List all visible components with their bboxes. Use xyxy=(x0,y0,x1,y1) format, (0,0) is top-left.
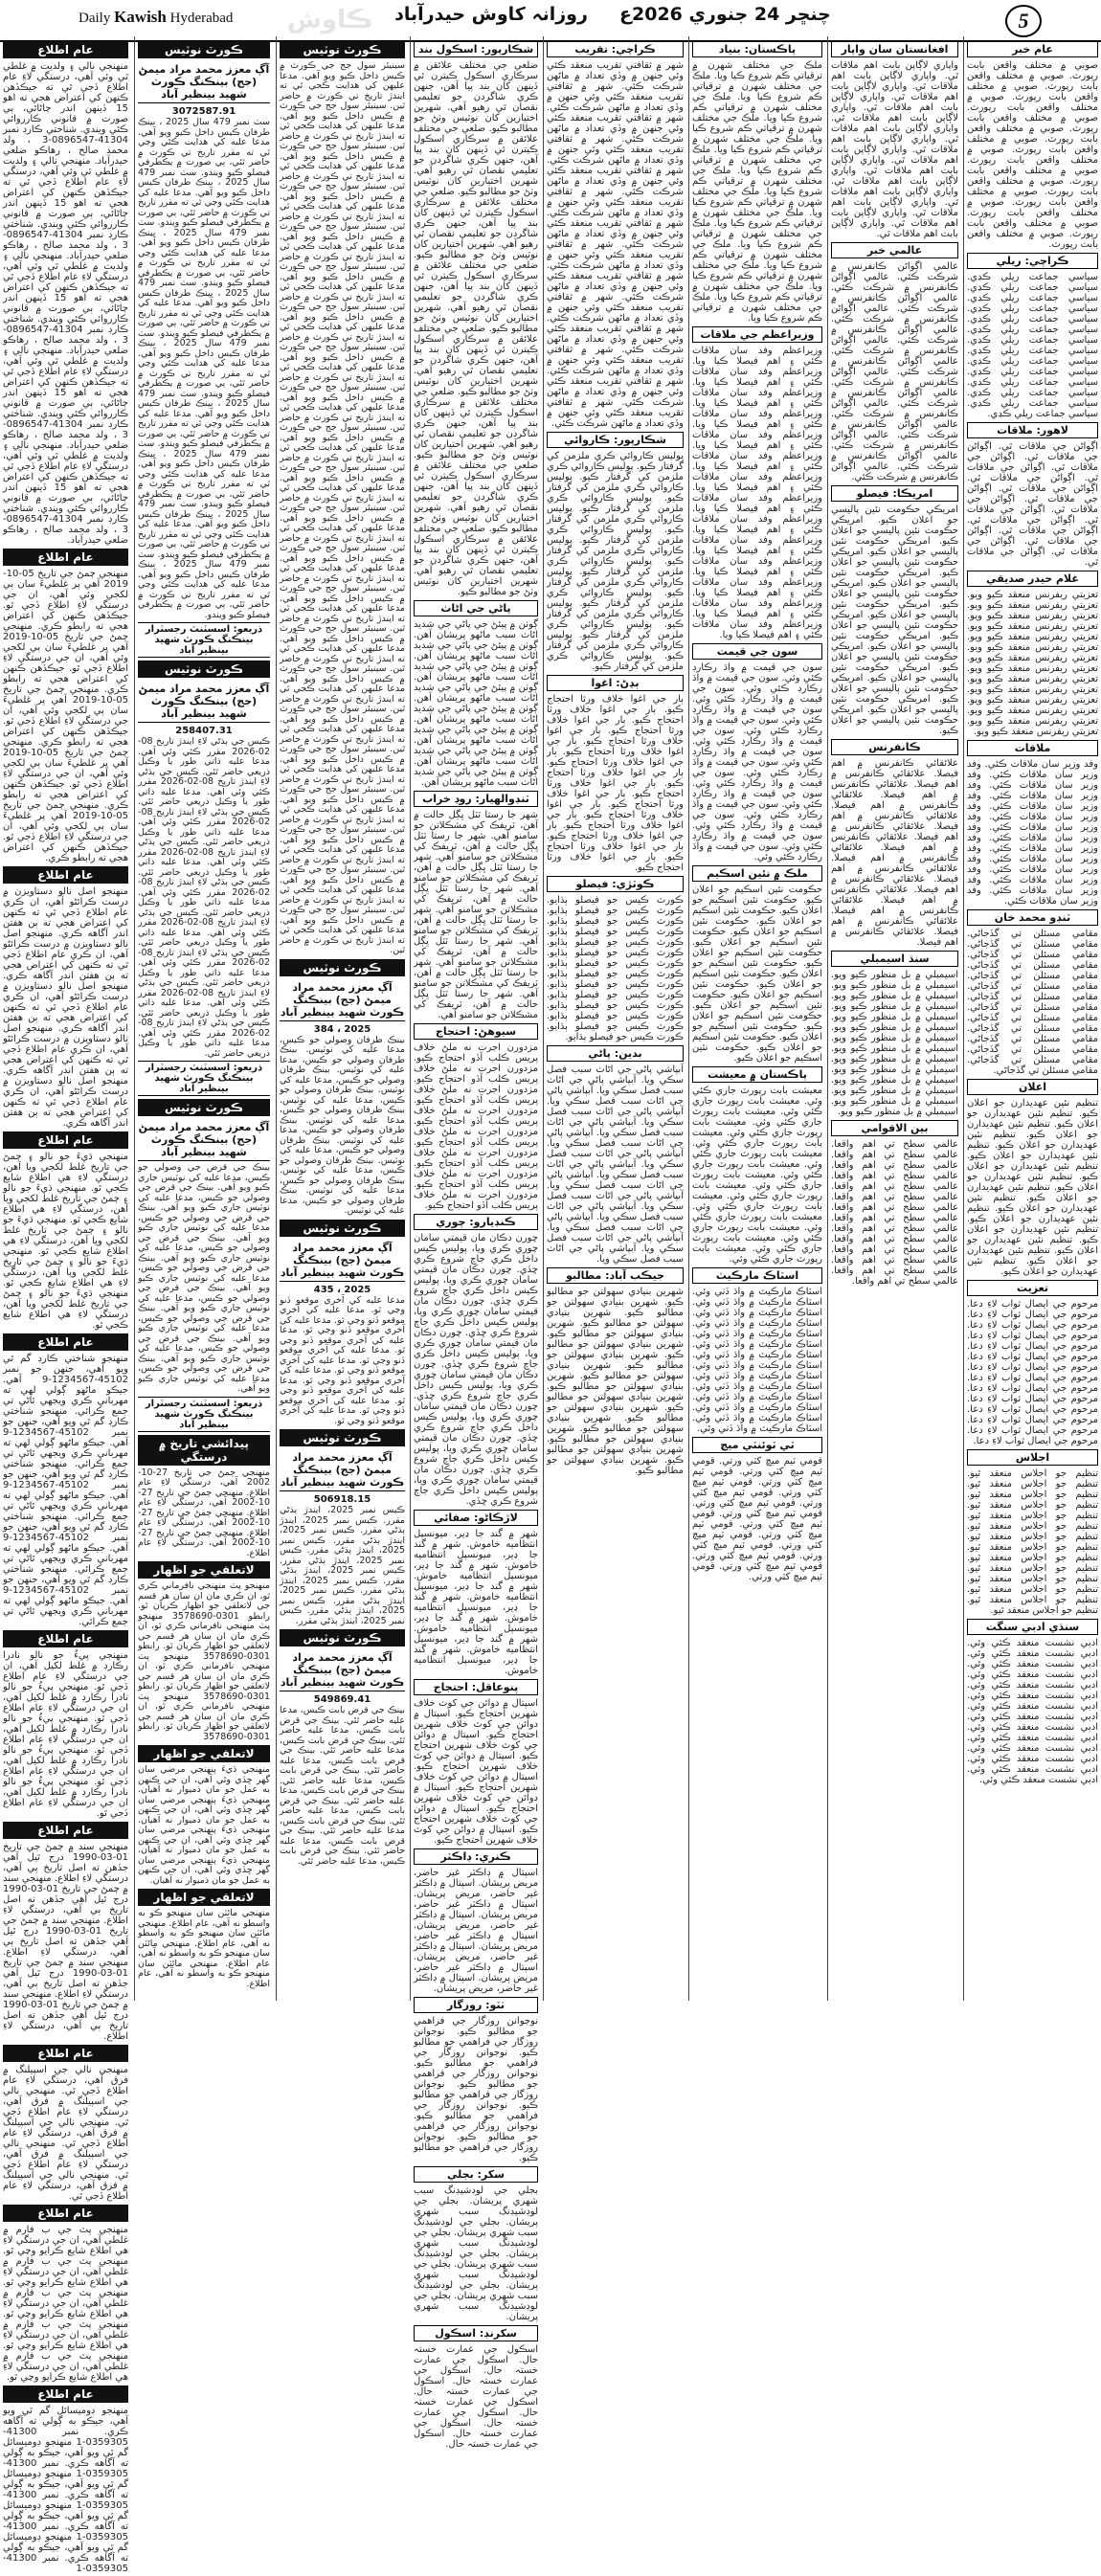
column-content xyxy=(544,36,686,1478)
notice-heading: عام اطلاع xyxy=(3,1333,128,1351)
story-headline: سيوهڻ: احتجاج xyxy=(414,1023,538,1040)
notice-footer: ذريعو: اسسٽنٽ رجسٽرار بينڪنگ ڪورٽ شهيد بينظير آباد xyxy=(138,1397,270,1432)
case-number: 3072587.91 xyxy=(171,106,236,117)
story-headline: ڪنڊيارو: چوري xyxy=(414,1214,538,1230)
notice-heading: پيدائشي تاريخ ۾ درستگي xyxy=(138,1435,270,1466)
court-banner: آڳ معزز محمد مراد ميمڻ (جج) بينڪنگ ڪورٽ شهيد بينظير آباد xyxy=(280,1649,405,1691)
notice-heading: ڪورٽ نوٽيس xyxy=(280,1629,405,1646)
story-headline: عالمي خبر xyxy=(831,242,958,258)
story-headline: ڪراچي: تقريب xyxy=(547,41,684,57)
notice-text: منهنجو ڊومیسائل گم ٿي ويو آهي، جيڪو به ڳولي ته آگاهه ڪري. نمبر 41300-0359305-1 منهنجو ڊومیسائل گم ٿي ويو آهي، جيڪو به ڳولي ته آگاهه ڪري. نمبر 41300-0359305-1 منهنجو ڊومیسائل گم ٿي ويو آهي، جيڪو به ڳولي ته آگاهه ڪري. نمبر 41300-0359305-1 منهنجو ڊومیسائل گم ٿي ويو آهي، جيڪو به ڳولي ته آگاهه ڪري. نمبر 41300-0359305-1 منهنجو ڊومیسائل گم ٿي ويو آهي، جيڪو به ڳولي ته آگاهه ڪري. نمبر 41300-0359305-1 xyxy=(3,2406,128,2574)
story-headline: پاڪستان: بنياد xyxy=(692,41,822,57)
story-headline: تعزيت xyxy=(967,1280,1098,1296)
column-news-8 xyxy=(963,36,1101,2001)
story-body: پوليس ڪاروائي ڪري ملزمن کي گرفتار ڪيو. پوليس ڪاروائي ڪري ملزمن کي گرفتار ڪيو. پوليس ڪاروائي ڪري ملزمن کي گرفتار ڪيو. پوليس ڪاروائي ڪري ملزمن کي گرفتار ڪيو. پوليس ڪاروائي ڪري ملزمن کي گرفتار ڪيو. پوليس ڪاروائي ڪري ملزمن کي گرفتار ڪيو. پوليس ڪاروائي ڪري ملزمن کي گرفتار ڪيو. پوليس ڪاروائي ڪري ملزمن کي گرفتار ڪيو. پوليس ڪاروائي ڪري ملزمن کي گرفتار ڪيو. پوليس ڪاروائي ڪري ملزمن کي گرفتار ڪيو. پوليس ڪاروائي ڪري ملزمن کي گرفتار ڪيو. پوليس ڪاروائي ڪري ملزمن کي گرفتار ڪيو. پوليس ڪاروائي ڪري ملزمن کي گرفتار ڪيو. پوليس ڪاروائي ڪري ملزمن کي گرفتار ڪيو. xyxy=(547,451,684,672)
story-headline: امريڪا: فيصلو xyxy=(831,485,958,502)
story-headline: شڪارپور: اسڪول بند xyxy=(414,41,538,57)
notice-text: ڪيس جي ٻڌڻي لاءِ ايندڙ تاريخ 08-02-2026 مقرر ڪئي وئي آهي. مدعا عليه ذاتي طور يا وڪيل ذريعي حاضر ٿئي. ڪيس جي ٻڌڻي لاءِ ايندڙ تاريخ 08-02-2026 مقرر ڪئي وئي آهي. مدعا عليه ذاتي طور يا وڪيل ذريعي حاضر ٿئي. ڪيس جي ٻڌڻي لاءِ ايندڙ تاريخ 08-02-2026 مقرر ڪئي وئي آهي. مدعا عليه ذاتي طور يا وڪيل ذريعي حاضر ٿئي. ڪيس جي ٻڌڻي لاءِ ايندڙ تاريخ 08-02-2026 مقرر ڪئي وئي آهي. مدعا عليه ذاتي طور يا وڪيل ذريعي حاضر ٿئي. ڪيس جي ٻڌڻي لاءِ ايندڙ تاريخ 08-02-2026 مقرر ڪئي وئي آهي. مدعا عليه ذاتي طور يا وڪيل ذريعي حاضر ٿئي. ڪيس جي ٻڌڻي لاءِ ايندڙ تاريخ 08-02-2026 مقرر ڪئي وئي آهي. مدعا عليه ذاتي طور يا وڪيل ذريعي حاضر ٿئي. ڪيس جي ٻڌڻي لاءِ ايندڙ تاريخ 08-02-2026 مقرر ڪئي وئي آهي. مدعا عليه ذاتي طور يا وڪيل ذريعي حاضر ٿئي. ڪيس جي ٻڌڻي لاءِ ايندڙ تاريخ 08-02-2026 مقرر ڪئي وئي آهي. مدعا عليه ذاتي طور يا وڪيل ذريعي حاضر ٿئي. ڪيس جي ٻڌڻي لاءِ ايندڙ تاريخ 08-02-2026 مقرر ڪئي وئي آهي. مدعا عليه ذاتي طور يا وڪيل ذريعي حاضر ٿئي. xyxy=(138,736,270,1059)
notice-text: منهنجي ڄمڻ جي تاريخ 05-10-2019 آهي پر غلطيءَ سان ٻي لکجي وئي آهي، ان جي درستگي لاءِ اطلاع ڏجي ٿو. جيڪڏهن ڪنهن کي اعتراض هجي ته رابطو ڪري. منهنجي ڄمڻ جي تاريخ 05-10-2019 آهي پر غلطيءَ سان ٻي لکجي وئي آهي، ان جي درستگي لاءِ اطلاع ڏجي ٿو. جيڪڏهن ڪنهن کي اعتراض هجي ته رابطو ڪري. منهنجي ڄمڻ جي تاريخ 05-10-2019 آهي پر غلطيءَ سان ٻي لکجي وئي آهي، ان جي درستگي لاءِ اطلاع ڏجي ٿو. جيڪڏهن ڪنهن کي اعتراض هجي ته رابطو ڪري. منهنجي ڄمڻ جي تاريخ 05-10-2019 آهي پر غلطيءَ سان ٻي لکجي وئي آهي، ان جي درستگي لاءِ اطلاع ڏجي ٿو. جيڪڏهن ڪنهن کي اعتراض هجي ته رابطو ڪري. منهنجي ڄمڻ جي تاريخ 05-10-2019 آهي پر غلطيءَ سان ٻي لکجي وئي آهي، ان جي درستگي لاءِ اطلاع ڏجي ٿو. جيڪڏهن ڪنهن کي اعتراض هجي ته رابطو ڪري. xyxy=(3,569,128,863)
story-headline: ٽنڊو محمد خان xyxy=(967,909,1098,926)
story-headline: سکر: بجلي xyxy=(414,2166,538,2183)
story-body: شهر جا رستا ٽٽل ڀڳل حالت ۾ آهن، ٽريفڪ کي مشڪلاتن جو سامنو آهي. شهر جا رستا ٽٽل ڀڳل حالت ۾ آهن، ٽريفڪ کي مشڪلاتن جو سامنو آهي. شهر جا رستا ٽٽل ڀڳل حالت ۾ آهن، ٽريفڪ کي مشڪلاتن جو سامنو آهي. شهر جا رستا ٽٽل ڀڳل حالت ۾ آهن، ٽريفڪ کي مشڪلاتن جو سامنو آهي. شهر جا رستا ٽٽل ڀڳل حالت ۾ آهن، ٽريفڪ کي مشڪلاتن جو سامنو آهي. شهر جا رستا ٽٽل ڀڳل حالت ۾ آهن، ٽريفڪ کي مشڪلاتن جو سامنو آهي. شهر جا رستا ٽٽل ڀڳل حالت ۾ آهن، ٽريفڪ کي مشڪلاتن جو سامنو آهي. شهر جا رستا ٽٽل ڀڳل حالت ۾ آهن، ٽريفڪ کي مشڪلاتن جو سامنو آهي. xyxy=(414,810,538,1020)
masthead-watermark: ڪاوش xyxy=(287,6,373,34)
story-headline: سنڌي ادبي سنگت xyxy=(967,1619,1098,1635)
english-masthead xyxy=(79,8,233,27)
notice-text: منهنجو شناختي ڪارڊ گم ٿي ويو آهي، جنهن جو نمبر 45102-1234567-9 آهي. جيڪو ماڻهو ڳولي لهي ته مهرباني ڪري ويجهي ٿاڻي تي جمع ڪرائي. منهنجو شناختي ڪارڊ گم ٿي ويو آهي، جنهن جو نمبر 45102-1234567-9 آهي. جيڪو ماڻهو ڳولي لهي ته مهرباني ڪري ويجهي ٿاڻي تي جمع ڪرائي. منهنجو شناختي ڪارڊ گم ٿي ويو آهي، جنهن جو نمبر 45102-1234567-9 آهي. جيڪو ماڻهو ڳولي لهي ته مهرباني ڪري ويجهي ٿاڻي تي جمع ڪرائي. منهنجو شناختي ڪارڊ گم ٿي ويو آهي، جنهن جو نمبر 45102-1234567-9 آهي. جيڪو ماڻهو ڳولي لهي ته مهرباني ڪري ويجهي ٿاڻي تي جمع ڪرائي. منهنجو شناختي ڪارڊ گم ٿي ويو آهي، جنهن جو نمبر 45102-1234567-9 آهي. جيڪو ماڻهو ڳولي لهي ته مهرباني ڪري ويجهي ٿاڻي تي جمع ڪرائي. xyxy=(3,1354,128,1627)
story-headline: ڪنري: ڊاڪٽر xyxy=(414,1848,538,1865)
story-body: سياسي جماعت ريلي ڪڍي. سياسي جماعت ريلي ڪڍي. سياسي جماعت ريلي ڪڍي. سياسي جماعت ريلي ڪڍي. سياسي جماعت ريلي ڪڍي. سياسي جماعت ريلي ڪڍي. سياسي جماعت ريلي ڪڍي. سياسي جماعت ريلي ڪڍي. سياسي جماعت ريلي ڪڍي. سياسي جماعت ريلي ڪڍي. سياسي جماعت ريلي ڪڍي. سياسي جماعت ريلي ڪڍي. سياسي جماعت ريلي ڪڍي. سياسي جماعت ريلي ڪڍي. xyxy=(967,272,1098,419)
story-headline: اجلاس xyxy=(967,1449,1098,1466)
notice-text: بينڪ طرفان وصولي جو ڪيس، مدعا عليه کي نوٽيس. بينڪ طرفان وصولي جو ڪيس، مدعا عليه کي نوٽيس. بينڪ طرفان وصولي جو ڪيس، مدعا عليه کي نوٽيس. بينڪ طرفان وصولي جو ڪيس، مدعا عليه کي نوٽيس. بينڪ طرفان وصولي جو ڪيس، مدعا عليه کي نوٽيس. بينڪ طرفان وصولي جو ڪيس، مدعا عليه کي نوٽيس. بينڪ طرفان وصولي جو ڪيس، مدعا عليه کي نوٽيس. بينڪ طرفان وصولي جو ڪيس، مدعا عليه کي نوٽيس. بينڪ طرفان وصولي جو ڪيس، مدعا عليه کي نوٽيس. بينڪ طرفان وصولي جو ڪيس، مدعا عليه کي نوٽيس. xyxy=(280,1034,405,1216)
urdu-title: روزانہ کاوش حیدرآباد xyxy=(394,4,588,25)
notice-text: مدعا عليه کي آخري موقعو ڏنو وڃي ٿو. مدعا عليه کي آخري موقعو ڏنو وڃي ٿو. مدعا عليه کي آخري موقعو ڏنو وڃي ٿو. مدعا عليه کي آخري موقعو ڏنو وڃي ٿو. مدعا عليه کي آخري موقعو ڏنو وڃي ٿو. مدعا عليه کي آخري موقعو ڏنو وڃي ٿو. مدعا عليه کي آخري موقعو ڏنو وڃي ٿو. مدعا عليه کي آخري موقعو ڏنو وڃي ٿو. مدعا عليه کي آخري موقعو ڏنو وڃي ٿو. مدعا عليه کي آخري موقعو ڏنو وڃي ٿو. xyxy=(280,1294,405,1426)
story-body: ملڪ جي مختلف شهرن ۾ ترقياتي ڪم شروع ڪيا ويا. ملڪ جي مختلف شهرن ۾ ترقياتي ڪم شروع ڪيا ويا. ملڪ جي مختلف شهرن ۾ ترقياتي ڪم شروع ڪيا ويا. ملڪ جي مختلف شهرن ۾ ترقياتي ڪم شروع ڪيا ويا. ملڪ جي مختلف شهرن ۾ ترقياتي ڪم شروع ڪيا ويا. ملڪ جي مختلف شهرن ۾ ترقياتي ڪم شروع ڪيا ويا. ملڪ جي مختلف شهرن ۾ ترقياتي ڪم شروع ڪيا ويا. ملڪ جي مختلف شهرن ۾ ترقياتي ڪم شروع ڪيا ويا. ملڪ جي مختلف شهرن ۾ ترقياتي ڪم شروع ڪيا ويا. ملڪ جي مختلف شهرن ۾ ترقياتي ڪم شروع ڪيا ويا. ملڪ جي مختلف شهرن ۾ ترقياتي ڪم شروع ڪيا ويا. ملڪ جي مختلف شهرن ۾ ترقياتي ڪم شروع ڪيا ويا. ملڪ جي مختلف شهرن ۾ ترقياتي ڪم شروع ڪيا ويا. ملڪ جي مختلف شهرن ۾ ترقياتي ڪم شروع ڪيا ويا. xyxy=(692,60,822,324)
story-headline: لاڙڪاڻو: صفائي xyxy=(414,1510,538,1526)
story-body: ادبي نشست منعقد ڪئي وئي. ادبي نشست منعقد ڪئي وئي. ادبي نشست منعقد ڪئي وئي. ادبي نشست منعقد ڪئي وئي. ادبي نشست منعقد ڪئي وئي. ادبي نشست منعقد ڪئي وئي. ادبي نشست منعقد ڪئي وئي. ادبي نشست منعقد ڪئي وئي. ادبي نشست منعقد ڪئي وئي. ادبي نشست منعقد ڪئي وئي. ادبي نشست منعقد ڪئي وئي. ادبي نشست منعقد ڪئي وئي. ادبي نشست منعقد ڪئي وئي. ادبي نشست منعقد ڪئي وئي. xyxy=(967,1638,1098,1785)
notice-heading: ڪورٽ نوٽيس xyxy=(280,1220,405,1237)
court-banner: آڳ معزز محمد مراد ميمڻ (جج) بينڪنگ ڪورٽ شهيد بينظير آباد xyxy=(138,61,270,103)
story-body: نوجوانن روزگار جي فراهمي جو مطالبو ڪيو. نوجوانن روزگار جي فراهمي جو مطالبو ڪيو. نوجوانن روزگار جي فراهمي جو مطالبو ڪيو. نوجوانن روزگار جي فراهمي جو مطالبو ڪيو. نوجوانن روزگار جي فراهمي جو مطالبو ڪيو. نوجوانن روزگار جي فراهمي جو مطالبو ڪيو. نوجوانن روزگار جي فراهمي جو مطالبو ڪيو. نوجوانن روزگار جي فراهمي جو مطالبو ڪيو. xyxy=(414,2016,538,2163)
story-body: بجلي جي لوڊشيڊنگ سبب شهري پريشان. بجلي جي لوڊشيڊنگ سبب شهري پريشان. بجلي جي لوڊشيڊنگ سبب شهري پريشان. بجلي جي لوڊشيڊنگ سبب شهري پريشان. بجلي جي لوڊشيڊنگ سبب شهري پريشان. بجلي جي لوڊشيڊنگ سبب شهري پريشان. بجلي جي لوڊشيڊنگ سبب شهري پريشان. بجلي جي لوڊشيڊنگ سبب شهري پريشان. xyxy=(414,2185,538,2322)
story-body: عالمي سطح تي اهم واقعا. عالمي سطح تي اهم واقعا. عالمي سطح تي اهم واقعا. عالمي سطح تي اهم واقعا. عالمي سطح تي اهم واقعا. عالمي سطح تي اهم واقعا. عالمي سطح تي اهم واقعا. عالمي سطح تي اهم واقعا. عالمي سطح تي اهم واقعا. عالمي سطح تي اهم واقعا. عالمي سطح تي اهم واقعا. عالمي سطح تي اهم واقعا. عالمي سطح تي اهم واقعا. عالمي سطح تي اهم واقعا. xyxy=(831,1139,958,1287)
notice-heading: لاتعلقي جو اظهار xyxy=(138,1561,270,1579)
story-body: وفد وزير سان ملاقات ڪئي. وفد وزير سان ملاقات ڪئي. وفد وزير سان ملاقات ڪئي. وفد وزير سان ملاقات ڪئي. وفد وزير سان ملاقات ڪئي. وفد وزير سان ملاقات ڪئي. وفد وزير سان ملاقات ڪئي. وفد وزير سان ملاقات ڪئي. وفد وزير سان ملاقات ڪئي. وفد وزير سان ملاقات ڪئي. وفد وزير سان ملاقات ڪئي. وفد وزير سان ملاقات ڪئي. وفد وزير سان ملاقات ڪئي. وفد وزير سان ملاقات ڪئي. xyxy=(967,759,1098,907)
story-body: ٻار جي اغوا خلاف ورثا احتجاج ڪيو. ٻار جي اغوا خلاف ورثا احتجاج ڪيو. ٻار جي اغوا خلاف ورثا احتجاج ڪيو. ٻار جي اغوا خلاف ورثا احتجاج ڪيو. ٻار جي اغوا خلاف ورثا احتجاج ڪيو. ٻار جي اغوا خلاف ورثا احتجاج ڪيو. ٻار جي اغوا خلاف ورثا احتجاج ڪيو. ٻار جي اغوا خلاف ورثا احتجاج ڪيو. ٻار جي اغوا خلاف ورثا احتجاج ڪيو. ٻار جي اغوا خلاف ورثا احتجاج ڪيو. ٻار جي اغوا خلاف ورثا احتجاج ڪيو. ٻار جي اغوا خلاف ورثا احتجاج ڪيو. ٻار جي اغوا خلاف ورثا احتجاج ڪيو. ٻار جي اغوا خلاف ورثا احتجاج ڪيو. xyxy=(547,694,684,873)
story-body: ڪورٽ ڪيس جو فيصلو ٻڌايو. ڪورٽ ڪيس جو فيصلو ٻڌايو. ڪورٽ ڪيس جو فيصلو ٻڌايو. ڪورٽ ڪيس جو فيصلو ٻڌايو. ڪورٽ ڪيس جو فيصلو ٻڌايو. ڪورٽ ڪيس جو فيصلو ٻڌايو. ڪورٽ ڪيس جو فيصلو ٻڌايو. ڪورٽ ڪيس جو فيصلو ٻڌايو. ڪورٽ ڪيس جو فيصلو ٻڌايو. ڪورٽ ڪيس جو فيصلو ٻڌايو. ڪورٽ ڪيس جو فيصلو ٻڌايو. ڪورٽ ڪيس جو فيصلو ٻڌايو. ڪورٽ ڪيس جو فيصلو ٻڌايو. ڪورٽ ڪيس جو فيصلو ٻڌايو. xyxy=(547,895,684,1042)
story-body: آبپاشي پاڻي جي اڻاٺ سبب فصل سڪي ويا. آبپاشي پاڻي جي اڻاٺ سبب فصل سڪي ويا. آبپاشي پاڻي جي اڻاٺ سبب فصل سڪي ويا. آبپاشي پاڻي جي اڻاٺ سبب فصل سڪي ويا. آبپاشي پاڻي جي اڻاٺ سبب فصل سڪي ويا. آبپاشي پاڻي جي اڻاٺ سبب فصل سڪي ويا. آبپاشي پاڻي جي اڻاٺ سبب فصل سڪي ويا. آبپاشي پاڻي جي اڻاٺ سبب فصل سڪي ويا. آبپاشي پاڻي جي اڻاٺ سبب فصل سڪي ويا. آبپاشي پاڻي جي اڻاٺ سبب فصل سڪي ويا. آبپاشي پاڻي جي اڻاٺ سبب فصل سڪي ويا. آبپاشي پاڻي جي اڻاٺ سبب فصل سڪي ويا. آبپاشي پاڻي جي اڻاٺ سبب فصل سڪي ويا. آبپاشي پاڻي جي اڻاٺ سبب فصل سڪي ويا. xyxy=(547,1064,684,1265)
story-body: عالمي اڳواڻن ڪانفرنس ۾ شرڪت ڪئي. عالمي اڳواڻن ڪانفرنس ۾ شرڪت ڪئي. عالمي اڳواڻن ڪانفرنس ۾ شرڪت ڪئي. عالمي اڳواڻن ڪانفرنس ۾ شرڪت ڪئي. عالمي اڳواڻن ڪانفرنس ۾ شرڪت ڪئي. عالمي اڳواڻن ڪانفرنس ۾ شرڪت ڪئي. عالمي اڳواڻن ڪانفرنس ۾ شرڪت ڪئي. عالمي اڳواڻن ڪانفرنس ۾ شرڪت ڪئي. عالمي اڳواڻن ڪانفرنس ۾ شرڪت ڪئي. عالمي اڳواڻن ڪانفرنس ۾ شرڪت ڪئي. عالمي اڳواڻن ڪانفرنس ۾ شرڪت ڪئي. عالمي اڳواڻن ڪانفرنس ۾ شرڪت ڪئي. عالمي اڳواڻن ڪانفرنس ۾ شرڪت ڪئي. عالمي اڳواڻن ڪانفرنس ۾ شرڪت ڪئي. xyxy=(831,261,958,482)
case-number: 435 ، 2025 xyxy=(313,1284,371,1295)
column-content xyxy=(135,36,273,1991)
english-title-prefix: Daily xyxy=(79,11,111,26)
story-headline: پاڻي جي اڻاٺ xyxy=(414,600,538,616)
notice-text: منهنجي ڌيءَ پنهنجي مرضي سان گهر ڇڏي وئي آهي، ان جي ڪنهن به عمل جو مان ذميوار نه آهيان. منهنجي ڌيءَ پنهنجي مرضي سان گهر ڇڏي وئي آهي، ان جي ڪنهن به عمل جو مان ذميوار نه آهيان. منهنجي ڌيءَ پنهنجي مرضي سان گهر ڇڏي وئي آهي، ان جي ڪنهن به عمل جو مان ذميوار نه آهيان. منهنجي ڌيءَ پنهنجي مرضي سان گهر ڇڏي وئي آهي، ان جي ڪنهن به عمل جو مان ذميوار نه آهيان. xyxy=(138,1764,270,1886)
story-headline: سون جي قيمت xyxy=(692,643,822,660)
notice-heading: عام اطلاع xyxy=(3,2205,128,2222)
case-number: 384 ، 2025 xyxy=(313,1023,371,1035)
notice-text: ڪيس نمبر 2025، ايندڙ ٻڌڻي مقرر. ڪيس نمبر 2025، ايندڙ ٻڌڻي مقرر. ڪيس نمبر 2025، ايندڙ ٻڌڻي مقرر. ڪيس نمبر 2025، ايندڙ ٻڌڻي مقرر. ڪيس نمبر 2025، ايندڙ ٻڌڻي مقرر. ڪيس نمبر 2025، ايندڙ ٻڌڻي مقرر. ڪيس نمبر 2025، ايندڙ ٻڌڻي مقرر. ڪيس نمبر 2025، ايندڙ ٻڌڻي مقرر. ڪيس نمبر 2025، ايندڙ ٻڌڻي مقرر. ڪيس نمبر 2025، ايندڙ ٻڌڻي مقرر. xyxy=(280,1505,405,1626)
story-body: چورن دڪان مان قيمتي سامان چوري ڪري ويا، پوليس ڪيس داخل ڪري جاچ شروع ڪري ڇڏي. چورن دڪان مان قيمتي سامان چوري ڪري ويا، پوليس ڪيس داخل ڪري جاچ شروع ڪري ڇڏي. چورن دڪان مان قيمتي سامان چوري ڪري ويا، پوليس ڪيس داخل ڪري جاچ شروع ڪري ڇڏي. چورن دڪان مان قيمتي سامان چوري ڪري ويا، پوليس ڪيس داخل ڪري جاچ شروع ڪري ڇڏي. چورن دڪان مان قيمتي سامان چوري ڪري ويا، پوليس ڪيس داخل ڪري جاچ شروع ڪري ڇڏي. چورن دڪان مان قيمتي سامان چوري ڪري ويا، پوليس ڪيس داخل ڪري جاچ شروع ڪري ڇڏي. چورن دڪان مان قيمتي سامان چوري ڪري ويا، پوليس ڪيس داخل ڪري جاچ شروع ڪري ڇڏي. چورن دڪان مان قيمتي سامان چوري ڪري ويا، پوليس ڪيس داخل ڪري جاچ شروع ڪري ڇڏي. xyxy=(414,1233,538,1507)
story-headline: ٽنڊوالهيار: روڊ خراب xyxy=(414,791,538,807)
column-court-notices-1 xyxy=(134,36,273,2001)
story-body: سون جي قيمت ۾ واڌ رڪارڊ ڪئي وئي. سون جي قيمت ۾ واڌ رڪارڊ ڪئي وئي. سون جي قيمت ۾ واڌ رڪارڊ ڪئي وئي. سون جي قيمت ۾ واڌ رڪارڊ ڪئي وئي. سون جي قيمت ۾ واڌ رڪارڊ ڪئي وئي. سون جي قيمت ۾ واڌ رڪارڊ ڪئي وئي. سون جي قيمت ۾ واڌ رڪارڊ ڪئي وئي. سون جي قيمت ۾ واڌ رڪارڊ ڪئي وئي. سون جي قيمت ۾ واڌ رڪارڊ ڪئي وئي. سون جي قيمت ۾ واڌ رڪارڊ ڪئي وئي. سون جي قيمت ۾ واڌ رڪارڊ ڪئي وئي. سون جي قيمت ۾ واڌ رڪارڊ ڪئي وئي. سون جي قيمت ۾ واڌ رڪارڊ ڪئي وئي. سون جي قيمت ۾ واڌ رڪارڊ ڪئي وئي. xyxy=(692,662,822,862)
case-number: 258407.31 xyxy=(175,726,233,736)
story-body: وزيراعظم وفد سان ملاقات ڪئي ۽ اهم فيصلا ڪيا ويا. وزيراعظم وفد سان ملاقات ڪئي ۽ اهم فيصلا ڪيا ويا. وزيراعظم وفد سان ملاقات ڪئي ۽ اهم فيصلا ڪيا ويا. وزيراعظم وفد سان ملاقات ڪئي ۽ اهم فيصلا ڪيا ويا. وزيراعظم وفد سان ملاقات ڪئي ۽ اهم فيصلا ڪيا ويا. وزيراعظم وفد سان ملاقات ڪئي ۽ اهم فيصلا ڪيا ويا. وزيراعظم وفد سان ملاقات ڪئي ۽ اهم فيصلا ڪيا ويا. وزيراعظم وفد سان ملاقات ڪئي ۽ اهم فيصلا ڪيا ويا. وزيراعظم وفد سان ملاقات ڪئي ۽ اهم فيصلا ڪيا ويا. وزيراعظم وفد سان ملاقات ڪئي ۽ اهم فيصلا ڪيا ويا. وزيراعظم وفد سان ملاقات ڪئي ۽ اهم فيصلا ڪيا ويا. وزيراعظم وفد سان ملاقات ڪئي ۽ اهم فيصلا ڪيا ويا. وزيراعظم وفد سان ملاقات ڪئي ۽ اهم فيصلا ڪيا ويا. وزيراعظم وفد سان ملاقات ڪئي ۽ اهم فيصلا ڪيا ويا. xyxy=(692,346,822,640)
notice-heading: عام اطلاع xyxy=(3,2045,128,2062)
story-headline: عام خبر xyxy=(967,41,1098,57)
story-headline: ٺٽو: روزگار xyxy=(414,1997,538,2013)
english-title: Kawish xyxy=(114,8,167,26)
story-body: حڪومت نئين اسڪيم جو اعلان ڪيو. حڪومت نئين اسڪيم جو اعلان ڪيو. حڪومت نئين اسڪيم جو اعلان ڪيو. حڪومت نئين اسڪيم جو اعلان ڪيو. حڪومت نئين اسڪيم جو اعلان ڪيو. حڪومت نئين اسڪيم جو اعلان ڪيو. حڪومت نئين اسڪيم جو اعلان ڪيو. حڪومت نئين اسڪيم جو اعلان ڪيو. حڪومت نئين اسڪيم جو اعلان ڪيو. حڪومت نئين اسڪيم جو اعلان ڪيو. حڪومت نئين اسڪيم جو اعلان ڪيو. حڪومت نئين اسڪيم جو اعلان ڪيو. حڪومت نئين اسڪيم جو اعلان ڪيو. حڪومت نئين اسڪيم جو اعلان ڪيو. xyxy=(692,885,822,1064)
notice-text: منهنجو پٽ منهنجي نافرماني ڪري ٿو، ان ڪري مان ان سان هر قسم جي لاتعلقي جو اظهار ڪريان ٿو. رابطو 0301-3578690 منهنجو پٽ منهنجي نافرماني ڪري ٿو، ان ڪري مان ان سان هر قسم جي لاتعلقي جو اظهار ڪريان ٿو. رابطو 0301-3578690 منهنجو پٽ منهنجي نافرماني ڪري ٿو، ان ڪري مان ان سان هر قسم جي لاتعلقي جو اظهار ڪريان ٿو. رابطو 0301-3578690 منهنجو پٽ منهنجي نافرماني ڪري ٿو، ان ڪري مان ان سان هر قسم جي لاتعلقي جو اظهار ڪريان ٿو. رابطو 0301-3578690 xyxy=(138,1580,271,1742)
story-body: مزدورن اجرت نه ملڻ خلاف پريس ڪلب آڏو احتجاج ڪيو. مزدورن اجرت نه ملڻ خلاف پريس ڪلب آڏو احتجاج ڪيو. مزدورن اجرت نه ملڻ خلاف پريس ڪلب آڏو احتجاج ڪيو. مزدورن اجرت نه ملڻ خلاف پريس ڪلب آڏو احتجاج ڪيو. مزدورن اجرت نه ملڻ خلاف پريس ڪلب آڏو احتجاج ڪيو. مزدورن اجرت نه ملڻ خلاف پريس ڪلب آڏو احتجاج ڪيو. مزدورن اجرت نه ملڻ خلاف پريس ڪلب آڏو احتجاج ڪيو. مزدورن اجرت نه ملڻ خلاف پريس ڪلب آڏو احتجاج ڪيو. xyxy=(414,1042,538,1211)
story-headline: ٽي ٽوئنٽي ميچ xyxy=(692,1437,822,1453)
notice-heading: عام اطلاع xyxy=(3,549,128,566)
story-body: مقامي مسئلن تي گڏجاڻي. مقامي مسئلن تي گڏجاڻي. مقامي مسئلن تي گڏجاڻي. مقامي مسئلن تي گڏجاڻي. مقامي مسئلن تي گڏجاڻي. مقامي مسئلن تي گڏجاڻي. مقامي مسئلن تي گڏجاڻي. مقامي مسئلن تي گڏجاڻي. مقامي مسئلن تي گڏجاڻي. مقامي مسئلن تي گڏجاڻي. مقامي مسئلن تي گڏجاڻي. مقامي مسئلن تي گڏجاڻي. مقامي مسئلن تي گڏجاڻي. مقامي مسئلن تي گڏجاڻي. xyxy=(967,929,1098,1076)
column-content xyxy=(964,36,1101,1787)
story-headline: بدين: پاڻي xyxy=(547,1045,684,1062)
column-public-notices xyxy=(0,36,131,2574)
story-headline: ڪانفرنس xyxy=(831,739,958,755)
notice-footer: ذريعو: اسسٽنٽ رجسٽرار بينڪنگ ڪورٽ شهيد بينظير آباد xyxy=(138,622,270,658)
column-content xyxy=(689,36,825,1584)
story-body: ضلعي جي مختلف علائقن ۾ سرڪاري اسڪول ڪيترن ئي ڏينهن کان بند پيا آهن، جنهن ڪري شاگردن جو تعليمي نقصان ٿي رهيو آهي. شهرين اختيارين کان نوٽيس وٺڻ جو مطالبو ڪيو. ضلعي جي مختلف علائقن ۾ سرڪاري اسڪول ڪيترن ئي ڏينهن کان بند پيا آهن، جنهن ڪري شاگردن جو تعليمي نقصان ٿي رهيو آهي. شهرين اختيارين کان نوٽيس وٺڻ جو مطالبو ڪيو. ضلعي جي مختلف علائقن ۾ سرڪاري اسڪول ڪيترن ئي ڏينهن کان بند پيا آهن، جنهن ڪري شاگردن جو تعليمي نقصان ٿي رهيو آهي. شهرين اختيارين کان نوٽيس وٺڻ جو مطالبو ڪيو. ضلعي جي مختلف علائقن ۾ سرڪاري اسڪول ڪيترن ئي ڏينهن کان بند پيا آهن، جنهن ڪري شاگردن جو تعليمي نقصان ٿي رهيو آهي. شهرين اختيارين کان نوٽيس وٺڻ جو مطالبو ڪيو. ضلعي جي مختلف علائقن ۾ سرڪاري اسڪول ڪيترن ئي ڏينهن کان بند پيا آهن، جنهن ڪري شاگردن جو تعليمي نقصان ٿي رهيو آهي. شهرين اختيارين کان نوٽيس وٺڻ جو مطالبو ڪيو. ضلعي جي مختلف علائقن ۾ سرڪاري اسڪول ڪيترن ئي ڏينهن کان بند پيا آهن، جنهن ڪري شاگردن جو تعليمي نقصان ٿي رهيو آهي. شهرين اختيارين کان نوٽيس وٺڻ جو مطالبو ڪيو. ضلعي جي مختلف علائقن ۾ سرڪاري اسڪول ڪيترن ئي ڏينهن کان بند پيا آهن، جنهن ڪري شاگردن جو تعليمي نقصان ٿي رهيو آهي. شهرين اختيارين کان نوٽيس وٺڻ جو مطالبو ڪيو. ضلعي جي مختلف علائقن ۾ سرڪاري اسڪول ڪيترن ئي ڏينهن کان بند پيا آهن، جنهن ڪري شاگردن جو تعليمي نقصان ٿي رهيو آهي. شهرين اختيارين کان نوٽيس وٺڻ جو مطالبو ڪيو. xyxy=(414,60,538,597)
story-headline: لاهور: ملاقات xyxy=(967,422,1098,438)
notice-heading: عام اطلاع xyxy=(3,866,128,884)
story-body: مرحوم جي ايصال ثواب لاءِ دعا. مرحوم جي ايصال ثواب لاءِ دعا. مرحوم جي ايصال ثواب لاءِ دعا. مرحوم جي ايصال ثواب لاءِ دعا. مرحوم جي ايصال ثواب لاءِ دعا. مرحوم جي ايصال ثواب لاءِ دعا. مرحوم جي ايصال ثواب لاءِ دعا. مرحوم جي ايصال ثواب لاءِ دعا. مرحوم جي ايصال ثواب لاءِ دعا. مرحوم جي ايصال ثواب لاءِ دعا. مرحوم جي ايصال ثواب لاءِ دعا. مرحوم جي ايصال ثواب لاءِ دعا. مرحوم جي ايصال ثواب لاءِ دعا. مرحوم جي ايصال ثواب لاءِ دعا. xyxy=(967,1299,1098,1446)
story-body: ڳوٺن ۾ پيئڻ جي پاڻي جي شديد اڻاٺ سبب ماڻهو پريشان آهن. ڳوٺن ۾ پيئڻ جي پاڻي جي شديد اڻاٺ سبب ماڻهو پريشان آهن. ڳوٺن ۾ پيئڻ جي پاڻي جي شديد اڻاٺ سبب ماڻهو پريشان آهن. ڳوٺن ۾ پيئڻ جي پاڻي جي شديد اڻاٺ سبب ماڻهو پريشان آهن. ڳوٺن ۾ پيئڻ جي پاڻي جي شديد اڻاٺ سبب ماڻهو پريشان آهن. ڳوٺن ۾ پيئڻ جي پاڻي جي شديد اڻاٺ سبب ماڻهو پريشان آهن. ڳوٺن ۾ پيئڻ جي پاڻي جي شديد اڻاٺ سبب ماڻهو پريشان آهن. ڳوٺن ۾ پيئڻ جي پاڻي جي شديد اڻاٺ سبب ماڻهو پريشان آهن. xyxy=(414,619,538,788)
column-content xyxy=(411,36,541,2452)
court-banner: آڳ معزز محمد مراد ميمڻ (جج) بينڪنگ ڪورٽ شهيد بينظير آباد xyxy=(280,1449,405,1491)
story-body: اسپتال ۾ ڊاڪٽر غير حاضر، مريض پريشان. اسپتال ۾ ڊاڪٽر غير حاضر، مريض پريشان. اسپتال ۾ ڊاڪٽر غير حاضر، مريض پريشان. اسپتال ۾ ڊاڪٽر غير حاضر، مريض پريشان. اسپتال ۾ ڊاڪٽر غير حاضر، مريض پريشان. اسپتال ۾ ڊاڪٽر غير حاضر، مريض پريشان. اسپتال ۾ ڊاڪٽر غير حاضر، مريض پريشان. اسپتال ۾ ڊاڪٽر غير حاضر، مريض پريشان. xyxy=(413,1868,538,1994)
story-headline: افغانستان سان واپار xyxy=(831,41,958,57)
column-court-notices-2 xyxy=(276,36,408,2001)
story-headline: سنڌ اسيمبلي xyxy=(831,951,958,967)
notice-text: منهنجي ڄمڻ جي تاريخ 27-10-2002 آهي، درستگي لاءِ عام اطلاع. منهنجي ڄمڻ جي تاريخ 27-10-2002 آهي، درستگي لاءِ عام اطلاع. منهنجي ڄمڻ جي تاريخ 27-10-2002 آهي، درستگي لاءِ عام اطلاع. منهنجي ڄمڻ جي تاريخ 27-10-2002 آهي، درستگي لاءِ عام اطلاع. xyxy=(138,1467,270,1558)
notice-heading: عام اطلاع xyxy=(3,41,128,58)
notice-text: منهنجي نالي جي اسپيلنگ ۾ فرق آهي، درستگي لاءِ عام اطلاع ڏجي ٿي. منهنجي نالي جي اسپيلنگ ۾ فرق آهي، درستگي لاءِ عام اطلاع ڏجي ٿي. منهنجي نالي جي اسپيلنگ ۾ فرق آهي، درستگي لاءِ عام اطلاع ڏجي ٿي. منهنجي نالي جي اسپيلنگ ۾ فرق آهي، درستگي لاءِ عام اطلاع ڏجي ٿي. منهنجي نالي جي اسپيلنگ ۾ فرق آهي، درستگي لاءِ عام اطلاع ڏجي ٿي. xyxy=(3,2065,128,2202)
story-body: شهرين بنيادي سهولتن جو مطالبو ڪيو. شهرين بنيادي سهولتن جو مطالبو ڪيو. شهرين بنيادي سهولتن جو مطالبو ڪيو. شهرين بنيادي سهولتن جو مطالبو ڪيو. شهرين بنيادي سهولتن جو مطالبو ڪيو. شهرين بنيادي سهولتن جو مطالبو ڪيو. شهرين بنيادي سهولتن جو مطالبو ڪيو. شهرين بنيادي سهولتن جو مطالبو ڪيو. شهرين بنيادي سهولتن جو مطالبو ڪيو. شهرين بنيادي سهولتن جو مطالبو ڪيو. شهرين بنيادي سهولتن جو مطالبو ڪيو. شهرين بنيادي سهولتن جو مطالبو ڪيو. شهرين بنيادي سهولتن جو مطالبو ڪيو. شهرين بنيادي سهولتن جو مطالبو ڪيو. xyxy=(547,1287,684,1476)
court-banner: آڳ معزز محمد مراد ميمڻ (جج) بينڪنگ ڪورٽ شهيد بينظير آباد xyxy=(138,1119,270,1161)
story-body: تعزيتي ريفرنس منعقد ڪيو ويو. تعزيتي ريفرنس منعقد ڪيو ويو. تعزيتي ريفرنس منعقد ڪيو ويو. تعزيتي ريفرنس منعقد ڪيو ويو. تعزيتي ريفرنس منعقد ڪيو ويو. تعزيتي ريفرنس منعقد ڪيو ويو. تعزيتي ريفرنس منعقد ڪيو ويو. تعزيتي ريفرنس منعقد ڪيو ويو. تعزيتي ريفرنس منعقد ڪيو ويو. تعزيتي ريفرنس منعقد ڪيو ويو. تعزيتي ريفرنس منعقد ڪيو ويو. تعزيتي ريفرنس منعقد ڪيو ويو. تعزيتي ريفرنس منعقد ڪيو ويو. تعزيتي ريفرنس منعقد ڪيو ويو. xyxy=(967,590,1098,737)
column-news-4 xyxy=(410,36,541,2450)
story-headline: ملاقات xyxy=(967,740,1098,756)
notice-text: منهنجو اصل نالو دستاويزن ۾ درست ڪرائڻو آهي، ان ڪري عام اطلاع ڏجي ٿي ته ڪنهن کي اعتراض هجي ته ٻن هفتن اندر آگاهه ڪري. منهنجو اصل نالو دستاويزن ۾ درست ڪرائڻو آهي، ان ڪري عام اطلاع ڏجي ٿي ته ڪنهن کي اعتراض هجي ته ٻن هفتن اندر آگاهه ڪري. منهنجو اصل نالو دستاويزن ۾ درست ڪرائڻو آهي، ان ڪري عام اطلاع ڏجي ٿي ته ڪنهن کي اعتراض هجي ته ٻن هفتن اندر آگاهه ڪري. منهنجو اصل نالو دستاويزن ۾ درست ڪرائڻو آهي، ان ڪري عام اطلاع ڏجي ٿي ته ڪنهن کي اعتراض هجي ته ٻن هفتن اندر آگاهه ڪري. منهنجو اصل نالو دستاويزن ۾ درست ڪرائڻو آهي، ان ڪري عام اطلاع ڏجي ٿي ته ڪنهن کي اعتراض هجي ته ٻن هفتن اندر آگاهه ڪري. xyxy=(3,886,128,1129)
court-banner: آڳ معزز محمد مراد ميمڻ (جج) بينڪنگ ڪورٽ شهيد بينظير آباد xyxy=(280,979,405,1021)
notice-text: بينڪ جي قرض بابت ڪيس، مدعا عليه حاضر ٿئي. بينڪ جي قرض بابت ڪيس، مدعا عليه حاضر ٿئي. بينڪ جي قرض بابت ڪيس، مدعا عليه حاضر ٿئي. بينڪ جي قرض بابت ڪيس، مدعا عليه حاضر ٿئي. بينڪ جي قرض بابت ڪيس، مدعا عليه حاضر ٿئي. بينڪ جي قرض بابت ڪيس، مدعا عليه حاضر ٿئي. بينڪ جي قرض بابت ڪيس، مدعا عليه حاضر ٿئي. بينڪ جي قرض بابت ڪيس، مدعا عليه حاضر ٿئي. بينڪ جي قرض بابت ڪيس، مدعا عليه حاضر ٿئي. بينڪ جي قرض بابت ڪيس، مدعا عليه حاضر ٿئي. xyxy=(280,1705,405,1867)
story-body: اڳواڻن جي ملاقات ٿي. اڳواڻن جي ملاقات ٿي. اڳواڻن جي ملاقات ٿي. اڳواڻن جي ملاقات ٿي. اڳواڻن جي ملاقات ٿي. اڳواڻن جي ملاقات ٿي. اڳواڻن جي ملاقات ٿي. اڳواڻن جي ملاقات ٿي. اڳواڻن جي ملاقات ٿي. اڳواڻن جي ملاقات ٿي. اڳواڻن جي ملاقات ٿي. اڳواڻن جي ملاقات ٿي. اڳواڻن جي ملاقات ٿي. اڳواڻن جي ملاقات ٿي. xyxy=(967,441,1098,568)
notice-text: سٽ نمبر 479 سال 2025 ، بينڪ طرفان ڪيس داخل ڪيو ويو آهي. مدعا عليه کي هدايت ڪئي وڃي ٿي ته مقرر تاريخ تي ڪورٽ ۾ حاضر ٿئي، ٻي صورت ۾ يڪطرفي فيصلو ڪيو ويندو. سٽ نمبر 479 سال 2025 ، بينڪ طرفان ڪيس داخل ڪيو ويو آهي. مدعا عليه کي هدايت ڪئي وڃي ٿي ته مقرر تاريخ تي ڪورٽ ۾ حاضر ٿئي، ٻي صورت ۾ يڪطرفي فيصلو ڪيو ويندو. سٽ نمبر 479 سال 2025 ، بينڪ طرفان ڪيس داخل ڪيو ويو آهي. مدعا عليه کي هدايت ڪئي وڃي ٿي ته مقرر تاريخ تي ڪورٽ ۾ حاضر ٿئي، ٻي صورت ۾ يڪطرفي فيصلو ڪيو ويندو. سٽ نمبر 479 سال 2025 ، بينڪ طرفان ڪيس داخل ڪيو ويو آهي. مدعا عليه کي هدايت ڪئي وڃي ٿي ته مقرر تاريخ تي ڪورٽ ۾ حاضر ٿئي، ٻي صورت ۾ يڪطرفي فيصلو ڪيو ويندو. سٽ نمبر 479 سال 2025 ، بينڪ طرفان ڪيس داخل ڪيو ويو آهي. مدعا عليه کي هدايت ڪئي وڃي ٿي ته مقرر تاريخ تي ڪورٽ ۾ حاضر ٿئي، ٻي صورت ۾ يڪطرفي فيصلو ڪيو ويندو. سٽ نمبر 479 سال 2025 ، بينڪ طرفان ڪيس داخل ڪيو ويو آهي. مدعا عليه کي هدايت ڪئي وڃي ٿي ته مقرر تاريخ تي ڪورٽ ۾ حاضر ٿئي، ٻي صورت ۾ يڪطرفي فيصلو ڪيو ويندو. سٽ نمبر 479 سال 2025 ، بينڪ طرفان ڪيس داخل ڪيو ويو آهي. مدعا عليه کي هدايت ڪئي وڃي ٿي ته مقرر تاريخ تي ڪورٽ ۾ حاضر ٿئي، ٻي صورت ۾ يڪطرفي فيصلو ڪيو ويندو. سٽ نمبر 479 سال 2025 ، بينڪ طرفان ڪيس داخل ڪيو ويو آهي. مدعا عليه کي هدايت ڪئي وڃي ٿي ته مقرر تاريخ تي ڪورٽ ۾ حاضر ٿئي، ٻي صورت ۾ يڪطرفي فيصلو ڪيو ويندو. سٽ نمبر 479 سال 2025 ، بينڪ طرفان ڪيس داخل ڪيو ويو آهي. مدعا عليه کي هدايت ڪئي وڃي ٿي ته مقرر تاريخ تي ڪورٽ ۾ حاضر ٿئي، ٻي صورت ۾ يڪطرفي فيصلو ڪيو ويندو. xyxy=(138,117,271,620)
english-city: Hyderabad xyxy=(169,11,234,26)
story-body: اسٽاڪ مارڪيٽ ۾ واڌ ڏٺي وئي. اسٽاڪ مارڪيٽ ۾ واڌ ڏٺي وئي. اسٽاڪ مارڪيٽ ۾ واڌ ڏٺي وئي. اسٽاڪ مارڪيٽ ۾ واڌ ڏٺي وئي. اسٽاڪ مارڪيٽ ۾ واڌ ڏٺي وئي. اسٽاڪ مارڪيٽ ۾ واڌ ڏٺي وئي. اسٽاڪ مارڪيٽ ۾ واڌ ڏٺي وئي. اسٽاڪ مارڪيٽ ۾ واڌ ڏٺي وئي. اسٽاڪ مارڪيٽ ۾ واڌ ڏٺي وئي. اسٽاڪ مارڪيٽ ۾ واڌ ڏٺي وئي. اسٽاڪ مارڪيٽ ۾ واڌ ڏٺي وئي. اسٽاڪ مارڪيٽ ۾ واڌ ڏٺي وئي. اسٽاڪ مارڪيٽ ۾ واڌ ڏٺي وئي. اسٽاڪ مارڪيٽ ۾ واڌ ڏٺي وئي. xyxy=(692,1287,822,1434)
notice-heading: عام اطلاع xyxy=(3,1822,128,1839)
story-headline: ڪوٽڙي: فيصلو xyxy=(547,876,684,892)
story-body: صوبي ۾ مختلف واقعن بابت رپورٽ. صوبي ۾ مختلف واقعن بابت رپورٽ. صوبي ۾ مختلف واقعن بابت رپورٽ. صوبي ۾ مختلف واقعن بابت رپورٽ. صوبي ۾ مختلف واقعن بابت رپورٽ. صوبي ۾ مختلف واقعن بابت رپورٽ. صوبي ۾ مختلف واقعن بابت رپورٽ. صوبي ۾ مختلف واقعن بابت رپورٽ. صوبي ۾ مختلف واقعن بابت رپورٽ. صوبي ۾ مختلف واقعن بابت رپورٽ. صوبي ۾ مختلف واقعن بابت رپورٽ. صوبي ۾ مختلف واقعن بابت رپورٽ. صوبي ۾ مختلف واقعن بابت رپورٽ. صوبي ۾ مختلف واقعن بابت رپورٽ. xyxy=(967,60,1098,250)
story-headline: بين الاقوامي xyxy=(831,1120,958,1136)
story-headline: ٻڍڻ: اغوا xyxy=(547,675,684,691)
notice-heading: عام اطلاع xyxy=(3,1131,128,1149)
urdu-masthead xyxy=(345,4,881,25)
story-body: علائقائي ڪانفرنس ۾ اهم فيصلا. علائقائي ڪانفرنس ۾ اهم فيصلا. علائقائي ڪانفرنس ۾ اهم فيصلا. علائقائي ڪانفرنس ۾ اهم فيصلا. علائقائي ڪانفرنس ۾ اهم فيصلا. علائقائي ڪانفرنس ۾ اهم فيصلا. علائقائي ڪانفرنس ۾ اهم فيصلا. علائقائي ڪانفرنس ۾ اهم فيصلا. علائقائي ڪانفرنس ۾ اهم فيصلا. علائقائي ڪانفرنس ۾ اهم فيصلا. علائقائي ڪانفرنس ۾ اهم فيصلا. علائقائي ڪانفرنس ۾ اهم فيصلا. علائقائي ڪانفرنس ۾ اهم فيصلا. علائقائي ڪانفرنس ۾ اهم فيصلا. xyxy=(831,758,958,948)
story-body: تنظيم جو اجلاس منعقد ٿيو. تنظيم جو اجلاس منعقد ٿيو. تنظيم جو اجلاس منعقد ٿيو. تنظيم جو اجلاس منعقد ٿيو. تنظيم جو اجلاس منعقد ٿيو. تنظيم جو اجلاس منعقد ٿيو. تنظيم جو اجلاس منعقد ٿيو. تنظيم جو اجلاس منعقد ٿيو. تنظيم جو اجلاس منعقد ٿيو. تنظيم جو اجلاس منعقد ٿيو. تنظيم جو اجلاس منعقد ٿيو. تنظيم جو اجلاس منعقد ٿيو. تنظيم جو اجلاس منعقد ٿيو. تنظيم جو اجلاس منعقد ٿيو. xyxy=(967,1468,1098,1616)
column-content xyxy=(277,36,408,1869)
story-headline: پنوعاقل: احتجاج xyxy=(414,1679,538,1695)
column-content xyxy=(828,36,961,1288)
notice-text: منهنجي نالي ۽ ولديت ۾ غلطي ٿي وئي آهي، درستگي لاءِ عام اطلاع ڏجي ٿي ته جيڪڏهن ڪنهن کي اعتراض هجي ته اهو 15 ڏينهن اندر ڄاڻائي، ٻي صورت ۾ قانوني ڪارروائي ڪئي ويندي. شناختي ڪارڊ نمبر 41304-0896547-3 ، ولد محمد صالح ، رهاڪو ضلعي حيدرآباد. منهنجي نالي ۽ ولديت ۾ غلطي ٿي وئي آهي، درستگي لاءِ عام اطلاع ڏجي ٿي ته جيڪڏهن ڪنهن کي اعتراض هجي ته اهو 15 ڏينهن اندر ڄاڻائي، ٻي صورت ۾ قانوني ڪارروائي ڪئي ويندي. شناختي ڪارڊ نمبر 41304-0896547-3 ، ولد محمد صالح ، رهاڪو ضلعي حيدرآباد. منهنجي نالي ۽ ولديت ۾ غلطي ٿي وئي آهي، درستگي لاءِ عام اطلاع ڏجي ٿي ته جيڪڏهن ڪنهن کي اعتراض هجي ته اهو 15 ڏينهن اندر ڄاڻائي، ٻي صورت ۾ قانوني ڪارروائي ڪئي ويندي. شناختي ڪارڊ نمبر 41304-0896547-3 ، ولد محمد صالح ، رهاڪو ضلعي حيدرآباد. منهنجي نالي ۽ ولديت ۾ غلطي ٿي وئي آهي، درستگي لاءِ عام اطلاع ڏجي ٿي ته جيڪڏهن ڪنهن کي اعتراض هجي ته اهو 15 ڏينهن اندر ڄاڻائي، ٻي صورت ۾ قانوني ڪارروائي ڪئي ويندي. شناختي ڪارڊ نمبر 41304-0896547-3 ، ولد محمد صالح ، رهاڪو ضلعي حيدرآباد. منهنجي نالي ۽ ولديت ۾ غلطي ٿي وئي آهي، درستگي لاءِ عام اطلاع ڏجي ٿي ته جيڪڏهن ڪنهن کي اعتراض هجي ته اهو 15 ڏينهن اندر ڄاڻائي، ٻي صورت ۾ قانوني ڪارروائي ڪئي ويندي. شناختي ڪارڊ نمبر 41304-0896547-3 ، ولد محمد صالح ، رهاڪو ضلعي حيدرآباد. xyxy=(3,61,128,546)
notice-text: منهنجي پيءُ جو نالو نادرا رڪارڊ ۾ غلط لکيل آهي، ان جي درستگي لاءِ عام اطلاع ڏجي ٿو. منهنجي پيءُ جو نالو نادرا رڪارڊ ۾ غلط لکيل آهي، ان جي درستگي لاءِ عام اطلاع ڏجي ٿو. منهنجي پيءُ جو نالو نادرا رڪارڊ ۾ غلط لکيل آهي، ان جي درستگي لاءِ عام اطلاع ڏجي ٿو. منهنجي پيءُ جو نالو نادرا رڪارڊ ۾ غلط لکيل آهي، ان جي درستگي لاءِ عام اطلاع ڏجي ٿو. منهنجي پيءُ جو نالو نادرا رڪارڊ ۾ غلط لکيل آهي، ان جي درستگي لاءِ عام اطلاع ڏجي ٿو. xyxy=(3,1650,128,1819)
column-news-6 xyxy=(688,36,825,2001)
notice-heading: عام اطلاع xyxy=(3,2386,128,2403)
notice-heading: ڪورٽ نوٽيس xyxy=(138,1099,270,1116)
story-headline: غلام حيدر صديقي xyxy=(967,571,1098,587)
story-body: تنظيم نئين عهديدارن جو اعلان ڪيو. تنظيم نئين عهديدارن جو اعلان ڪيو. تنظيم نئين عهديدارن جو اعلان ڪيو. تنظيم نئين عهديدارن جو اعلان ڪيو. تنظيم نئين عهديدارن جو اعلان ڪيو. تنظيم نئين عهديدارن جو اعلان ڪيو. تنظيم نئين عهديدارن جو اعلان ڪيو. تنظيم نئين عهديدارن جو اعلان ڪيو. تنظيم نئين عهديدارن جو اعلان ڪيو. تنظيم نئين عهديدارن جو اعلان ڪيو. تنظيم نئين عهديدارن جو اعلان ڪيو. تنظيم نئين عهديدارن جو اعلان ڪيو. تنظيم نئين عهديدارن جو اعلان ڪيو. تنظيم نئين عهديدارن جو اعلان ڪيو. xyxy=(967,1098,1098,1277)
notice-heading: ڪورٽ نوٽيس xyxy=(138,661,270,678)
story-body: قومي ٽيم ميچ کٽي ورتي. قومي ٽيم ميچ کٽي ورتي. قومي ٽيم ميچ کٽي ورتي. قومي ٽيم ميچ کٽي ورتي. قومي ٽيم ميچ کٽي ورتي. قومي ٽيم ميچ کٽي ورتي. قومي ٽيم ميچ کٽي ورتي. قومي ٽيم ميچ کٽي ورتي. قومي ٽيم ميچ کٽي ورتي. قومي ٽيم ميچ کٽي ورتي. قومي ٽيم ميچ کٽي ورتي. قومي ٽيم ميچ کٽي ورتي. قومي ٽيم ميچ کٽي ورتي. قومي ٽيم ميچ کٽي ورتي. xyxy=(692,1456,822,1582)
story-headline: جيڪب آباد: مطالبو xyxy=(547,1267,684,1284)
story-body: امريڪي حڪومت نئين پاليسي جو اعلان ڪيو. امريڪي حڪومت نئين پاليسي جو اعلان ڪيو. امريڪي حڪومت نئين پاليسي جو اعلان ڪيو. امريڪي حڪومت نئين پاليسي جو اعلان ڪيو. امريڪي حڪومت نئين پاليسي جو اعلان ڪيو. امريڪي حڪومت نئين پاليسي جو اعلان ڪيو. امريڪي حڪومت نئين پاليسي جو اعلان ڪيو. امريڪي حڪومت نئين پاليسي جو اعلان ڪيو. امريڪي حڪومت نئين پاليسي جو اعلان ڪيو. امريڪي حڪومت نئين پاليسي جو اعلان ڪيو. امريڪي حڪومت نئين پاليسي جو اعلان ڪيو. امريڪي حڪومت نئين پاليسي جو اعلان ڪيو. امريڪي حڪومت نئين پاليسي جو اعلان ڪيو. امريڪي حڪومت نئين پاليسي جو اعلان ڪيو. xyxy=(831,504,958,736)
column-content xyxy=(0,36,131,2576)
notice-heading: لاتعلقي جو اظهار xyxy=(138,1745,270,1762)
column-news-7 xyxy=(827,36,961,2001)
story-headline: ملڪ ۾ نئين اسڪيم xyxy=(692,865,822,882)
notice-text: منهنجي ڌيءَ جو نالو ۽ ڄمڻ جي تاريخ غلط لکجي ويا آهن، درستگي لاءِ هي اطلاع شايع ڪجي ٿو. منهنجي ڌيءَ جو نالو ۽ ڄمڻ جي تاريخ غلط لکجي ويا آهن، درستگي لاءِ هي اطلاع شايع ڪجي ٿو. منهنجي ڌيءَ جو نالو ۽ ڄمڻ جي تاريخ غلط لکجي ويا آهن، درستگي لاءِ هي اطلاع شايع ڪجي ٿو. منهنجي ڌيءَ جو نالو ۽ ڄمڻ جي تاريخ غلط لکجي ويا آهن، درستگي لاءِ هي اطلاع شايع ڪجي ٿو. منهنجي ڌيءَ جو نالو ۽ ڄمڻ جي تاريخ غلط لکجي ويا آهن، درستگي لاءِ هي اطلاع شايع ڪجي ٿو. xyxy=(3,1152,128,1331)
notice-text: منهنجي مائٽن سان منهنجو ڪو به واسطو نه آهي، عام اطلاع. منهنجي مائٽن سان منهنجو ڪو به واسطو نه آهي، عام اطلاع. منهنجي مائٽن سان منهنجو ڪو به واسطو نه آهي، عام اطلاع. منهنجي مائٽن سان منهنجو ڪو به واسطو نه آهي، عام اطلاع. xyxy=(138,1908,270,1989)
story-headline: پاڪستان ۾ معيشت xyxy=(692,1066,822,1083)
story-headline: ڪراچي: ريلي xyxy=(967,253,1098,269)
notice-heading: عام اطلاع xyxy=(3,1630,128,1647)
notice-heading: ڪورٽ نوٽيس xyxy=(138,41,270,58)
court-banner: آڳ معزز محمد مراد ميمڻ (جج) بينڪنگ ڪورٽ شهيد بينظير آباد xyxy=(280,1240,405,1282)
notice-footer: ذريعو: اسسٽنٽ رجسٽرار بينڪنگ ڪورٽ شهيد بينظير آباد xyxy=(138,1061,270,1096)
case-number: 549869.41 xyxy=(313,1694,371,1705)
notice-text: سينيئر سول جج جي ڪورٽ ۾ ڪيس داخل ڪيو ويو آهي. مدعا عليهن کي هدايت ڪجي ٿي ته ايندڙ تاريخ تي ڪورٽ ۾ حاضر ٿين. سينيئر سول جج جي ڪورٽ ۾ ڪيس داخل ڪيو ويو آهي. مدعا عليهن کي هدايت ڪجي ٿي ته ايندڙ تاريخ تي ڪورٽ ۾ حاضر ٿين. سينيئر سول جج جي ڪورٽ ۾ ڪيس داخل ڪيو ويو آهي. مدعا عليهن کي هدايت ڪجي ٿي ته ايندڙ تاريخ تي ڪورٽ ۾ حاضر ٿين. سينيئر سول جج جي ڪورٽ ۾ ڪيس داخل ڪيو ويو آهي. مدعا عليهن کي هدايت ڪجي ٿي ته ايندڙ تاريخ تي ڪورٽ ۾ حاضر ٿين. سينيئر سول جج جي ڪورٽ ۾ ڪيس داخل ڪيو ويو آهي. مدعا عليهن کي هدايت ڪجي ٿي ته ايندڙ تاريخ تي ڪورٽ ۾ حاضر ٿين. سينيئر سول جج جي ڪورٽ ۾ ڪيس داخل ڪيو ويو آهي. مدعا عليهن کي هدايت ڪجي ٿي ته ايندڙ تاريخ تي ڪورٽ ۾ حاضر ٿين. سينيئر سول جج جي ڪورٽ ۾ ڪيس داخل ڪيو ويو آهي. مدعا عليهن کي هدايت ڪجي ٿي ته ايندڙ تاريخ تي ڪورٽ ۾ حاضر ٿين. سينيئر سول جج جي ڪورٽ ۾ ڪيس داخل ڪيو ويو آهي. مدعا عليهن کي هدايت ڪجي ٿي ته ايندڙ تاريخ تي ڪورٽ ۾ حاضر ٿين. سينيئر سول جج جي ڪورٽ ۾ ڪيس داخل ڪيو ويو آهي. مدعا عليهن کي هدايت ڪجي ٿي ته ايندڙ تاريخ تي ڪورٽ ۾ حاضر ٿين. سينيئر سول جج جي ڪورٽ ۾ ڪيس داخل ڪيو ويو آهي. مدعا عليهن کي هدايت ڪجي ٿي ته ايندڙ تاريخ تي ڪورٽ ۾ حاضر ٿين. سينيئر سول جج جي ڪورٽ ۾ ڪيس داخل ڪيو ويو آهي. مدعا عليهن کي هدايت ڪجي ٿي ته ايندڙ تاريخ تي ڪورٽ ۾ حاضر ٿين. سينيئر سول جج جي ڪورٽ ۾ ڪيس داخل ڪيو ويو آهي. مدعا عليهن کي هدايت ڪجي ٿي ته ايندڙ تاريخ تي ڪورٽ ۾ حاضر ٿين. سينيئر سول جج جي ڪورٽ ۾ ڪيس داخل ڪيو ويو آهي. مدعا عليهن کي هدايت ڪجي ٿي ته ايندڙ تاريخ تي ڪورٽ ۾ حاضر ٿين. سينيئر سول جج جي ڪورٽ ۾ ڪيس داخل ڪيو ويو آهي. مدعا عليهن کي هدايت ڪجي ٿي ته ايندڙ تاريخ تي ڪورٽ ۾ حاضر ٿين. سينيئر سول جج جي ڪورٽ ۾ ڪيس داخل ڪيو ويو آهي. مدعا عليهن کي هدايت ڪجي ٿي ته ايندڙ تاريخ تي ڪورٽ ۾ حاضر ٿين. سينيئر سول جج جي ڪورٽ ۾ ڪيس داخل ڪيو ويو آهي. مدعا عليهن کي هدايت ڪجي ٿي ته ايندڙ تاريخ تي ڪورٽ ۾ حاضر ٿين. سينيئر سول جج جي ڪورٽ ۾ ڪيس داخل ڪيو ويو آهي. مدعا عليهن کي هدايت ڪجي ٿي ته ايندڙ تاريخ تي ڪورٽ ۾ حاضر ٿين. سينيئر سول جج جي ڪورٽ ۾ ڪيس داخل ڪيو ويو آهي. مدعا عليهن کي هدايت ڪجي ٿي ته ايندڙ تاريخ تي ڪورٽ ۾ حاضر ٿين. سينيئر سول جج جي ڪورٽ ۾ ڪيس داخل ڪيو ويو آهي. مدعا عليهن کي هدايت ڪجي ٿي ته ايندڙ تاريخ تي ڪورٽ ۾ حاضر ٿين. سينيئر سول جج جي ڪورٽ ۾ ڪيس داخل ڪيو ويو آهي. مدعا عليهن کي هدايت ڪجي ٿي ته ايندڙ تاريخ تي ڪورٽ ۾ حاضر ٿين. سينيئر سول جج جي ڪورٽ ۾ ڪيس داخل ڪيو ويو آهي. مدعا عليهن کي هدايت ڪجي ٿي ته ايندڙ تاريخ تي ڪورٽ ۾ حاضر ٿين. سينيئر سول جج جي ڪورٽ ۾ ڪيس داخل ڪيو ويو آهي. مدعا عليهن کي هدايت ڪجي ٿي ته ايندڙ تاريخ تي ڪورٽ ۾ حاضر ٿين. xyxy=(280,60,405,955)
notice-heading: لاتعلقي جو اظهار xyxy=(138,1889,270,1906)
story-headline: شڪارپور: ڪاروائي xyxy=(547,432,684,448)
case-number: 506918.15 xyxy=(313,1494,371,1505)
date-line: چنڇر 24 جنوري 2026ع xyxy=(619,4,831,25)
notice-heading: ڪورٽ نوٽيس xyxy=(280,41,405,58)
notice-text: بينڪ جي قرض جي وصولي جو ڪيس، مدعا عليه کي نوٽيس جاري ڪيو ويو آهي. بينڪ جي قرض جي وصولي جو ڪيس، مدعا عليه کي نوٽيس جاري ڪيو ويو آهي. بينڪ جي قرض جي وصولي جو ڪيس، مدعا عليه کي نوٽيس جاري ڪيو ويو آهي. بينڪ جي قرض جي وصولي جو ڪيس، مدعا عليه کي نوٽيس جاري ڪيو ويو آهي. بينڪ جي قرض جي وصولي جو ڪيس، مدعا عليه کي نوٽيس جاري ڪيو ويو آهي. بينڪ جي قرض جي وصولي جو ڪيس، مدعا عليه کي نوٽيس جاري ڪيو ويو آهي. بينڪ جي قرض جي وصولي جو ڪيس، مدعا عليه کي نوٽيس جاري ڪيو ويو آهي. بينڪ جي قرض جي وصولي جو ڪيس، مدعا عليه کي نوٽيس جاري ڪيو ويو آهي. بينڪ جي قرض جي وصولي جو ڪيس، مدعا عليه کي نوٽيس جاري ڪيو ويو آهي. xyxy=(138,1162,270,1394)
column-news-5 xyxy=(543,36,686,2001)
story-body: اسپتال ۾ دوائن جي کوٽ خلاف شهرين احتجاج ڪيو. اسپتال ۾ دوائن جي کوٽ خلاف شهرين احتجاج ڪيو. اسپتال ۾ دوائن جي کوٽ خلاف شهرين احتجاج ڪيو. اسپتال ۾ دوائن جي کوٽ خلاف شهرين احتجاج ڪيو. اسپتال ۾ دوائن جي کوٽ خلاف شهرين احتجاج ڪيو. اسپتال ۾ دوائن جي کوٽ خلاف شهرين احتجاج ڪيو. اسپتال ۾ دوائن جي کوٽ خلاف شهرين احتجاج ڪيو. اسپتال ۾ دوائن جي کوٽ خلاف شهرين احتجاج ڪيو. xyxy=(414,1698,538,1846)
story-headline: اسٽاڪ مارڪيٽ xyxy=(692,1267,822,1284)
notice-text: منهنجي سند ۾ ڄمڻ جي تاريخ 01-03-1990 درج ٿيل آهي جڏهن ته اصل تاريخ ٻي آهي، درستگي لاءِ اطلاع. منهنجي سند ۾ ڄمڻ جي تاريخ 01-03-1990 درج ٿيل آهي جڏهن ته اصل تاريخ ٻي آهي، درستگي لاءِ اطلاع. منهنجي سند ۾ ڄمڻ جي تاريخ 01-03-1990 درج ٿيل آهي جڏهن ته اصل تاريخ ٻي آهي، درستگي لاءِ اطلاع. منهنجي سند ۾ ڄمڻ جي تاريخ 01-03-1990 درج ٿيل آهي جڏهن ته اصل تاريخ ٻي آهي، درستگي لاءِ اطلاع. منهنجي سند ۾ ڄمڻ جي تاريخ 01-03-1990 درج ٿيل آهي جڏهن ته اصل تاريخ ٻي آهي، درستگي لاءِ اطلاع. xyxy=(3,1842,129,2042)
story-body: واپاري لاڳاپن بابت اهم ملاقات ٿي. واپاري لاڳاپن بابت اهم ملاقات ٿي. واپاري لاڳاپن بابت اهم ملاقات ٿي. واپاري لاڳاپن بابت اهم ملاقات ٿي. واپاري لاڳاپن بابت اهم ملاقات ٿي. واپاري لاڳاپن بابت اهم ملاقات ٿي. واپاري لاڳاپن بابت اهم ملاقات ٿي. واپاري لاڳاپن بابت اهم ملاقات ٿي. واپاري لاڳاپن بابت اهم ملاقات ٿي. واپاري لاڳاپن بابت اهم ملاقات ٿي. واپاري لاڳاپن بابت اهم ملاقات ٿي. واپاري لاڳاپن بابت اهم ملاقات ٿي. واپاري لاڳاپن بابت اهم ملاقات ٿي. واپاري لاڳاپن بابت اهم ملاقات ٿي. xyxy=(831,60,958,239)
page-number: 5 xyxy=(1005,5,1042,37)
notice-heading: ڪورٽ نوٽيس xyxy=(280,1429,405,1446)
story-body: اسڪول جي عمارت خستہ حال. اسڪول جي عمارت خستہ حال. اسڪول جي عمارت خستہ حال. اسڪول جي عمارت خستہ حال. اسڪول جي عمارت خستہ حال. اسڪول جي عمارت خستہ حال. اسڪول جي عمارت خستہ حال. اسڪول جي عمارت خستہ حال. xyxy=(414,2344,538,2450)
story-body: معيشت بابت رپورٽ جاري ڪئي وئي. معيشت بابت رپورٽ جاري ڪئي وئي. معيشت بابت رپورٽ جاري ڪئي وئي. معيشت بابت رپورٽ جاري ڪئي وئي. معيشت بابت رپورٽ جاري ڪئي وئي. معيشت بابت رپورٽ جاري ڪئي وئي. معيشت بابت رپورٽ جاري ڪئي وئي. معيشت بابت رپورٽ جاري ڪئي وئي. معيشت بابت رپورٽ جاري ڪئي وئي. معيشت بابت رپورٽ جاري ڪئي وئي. معيشت بابت رپورٽ جاري ڪئي وئي. معيشت بابت رپورٽ جاري ڪئي وئي. معيشت بابت رپورٽ جاري ڪئي وئي. معيشت بابت رپورٽ جاري ڪئي وئي. xyxy=(692,1086,822,1265)
notice-heading: ڪورٽ نوٽيس xyxy=(280,959,405,976)
story-headline: سکرنڊ: اسڪول xyxy=(414,2325,538,2341)
story-headline: وزيراعظم جي ملاقات xyxy=(692,326,822,343)
story-body: شهر ۾ ثقافتي تقريب منعقد ڪئي وئي جنهن ۾ وڏي تعداد ۾ ماڻهن شرڪت ڪئي. شهر ۾ ثقافتي تقريب منعقد ڪئي وئي جنهن ۾ وڏي تعداد ۾ ماڻهن شرڪت ڪئي. شهر ۾ ثقافتي تقريب منعقد ڪئي وئي جنهن ۾ وڏي تعداد ۾ ماڻهن شرڪت ڪئي. شهر ۾ ثقافتي تقريب منعقد ڪئي وئي جنهن ۾ وڏي تعداد ۾ ماڻهن شرڪت ڪئي. شهر ۾ ثقافتي تقريب منعقد ڪئي وئي جنهن ۾ وڏي تعداد ۾ ماڻهن شرڪت ڪئي. شهر ۾ ثقافتي تقريب منعقد ڪئي وئي جنهن ۾ وڏي تعداد ۾ ماڻهن شرڪت ڪئي. شهر ۾ ثقافتي تقريب منعقد ڪئي وئي جنهن ۾ وڏي تعداد ۾ ماڻهن شرڪت ڪئي. شهر ۾ ثقافتي تقريب منعقد ڪئي وئي جنهن ۾ وڏي تعداد ۾ ماڻهن شرڪت ڪئي. شهر ۾ ثقافتي تقريب منعقد ڪئي وئي جنهن ۾ وڏي تعداد ۾ ماڻهن شرڪت ڪئي. شهر ۾ ثقافتي تقريب منعقد ڪئي وئي جنهن ۾ وڏي تعداد ۾ ماڻهن شرڪت ڪئي. شهر ۾ ثقافتي تقريب منعقد ڪئي وئي جنهن ۾ وڏي تعداد ۾ ماڻهن شرڪت ڪئي. شهر ۾ ثقافتي تقريب منعقد ڪئي وئي جنهن ۾ وڏي تعداد ۾ ماڻهن شرڪت ڪئي. شهر ۾ ثقافتي تقريب منعقد ڪئي وئي جنهن ۾ وڏي تعداد ۾ ماڻهن شرڪت ڪئي. شهر ۾ ثقافتي تقريب منعقد ڪئي وئي جنهن ۾ وڏي تعداد ۾ ماڻهن شرڪت ڪئي. xyxy=(547,60,684,429)
story-body: اسيمبلي ۾ بل منظور ڪيو ويو. اسيمبلي ۾ بل منظور ڪيو ويو. اسيمبلي ۾ بل منظور ڪيو ويو. اسيمبلي ۾ بل منظور ڪيو ويو. اسيمبلي ۾ بل منظور ڪيو ويو. اسيمبلي ۾ بل منظور ڪيو ويو. اسيمبلي ۾ بل منظور ڪيو ويو. اسيمبلي ۾ بل منظور ڪيو ويو. اسيمبلي ۾ بل منظور ڪيو ويو. اسيمبلي ۾ بل منظور ڪيو ويو. اسيمبلي ۾ بل منظور ڪيو ويو. اسيمبلي ۾ بل منظور ڪيو ويو. اسيمبلي ۾ بل منظور ڪيو ويو. اسيمبلي ۾ بل منظور ڪيو ويو. xyxy=(831,970,958,1117)
story-headline: اعلان xyxy=(967,1079,1098,1095)
court-banner: آڳ معزز محمد مراد ميمڻ (جج) بينڪنگ ڪورٽ شهيد بينظير آباد xyxy=(138,681,270,723)
notice-text: منهنجي پٽ جي ب فارم ۾ غلطي آهي، ان جي درستگي لاءِ هي اطلاع شايع ڪرايو وڃي ٿو. منهنجي پٽ جي ب فارم ۾ غلطي آهي، ان جي درستگي لاءِ هي اطلاع شايع ڪرايو وڃي ٿو. منهنجي پٽ جي ب فارم ۾ غلطي آهي، ان جي درستگي لاءِ هي اطلاع شايع ڪرايو وڃي ٿو. منهنجي پٽ جي ب فارم ۾ غلطي آهي، ان جي درستگي لاءِ هي اطلاع شايع ڪرايو وڃي ٿو. منهنجي پٽ جي ب فارم ۾ غلطي آهي، ان جي درستگي لاءِ هي اطلاع شايع ڪرايو وڃي ٿو. xyxy=(3,2225,128,2383)
story-body: شهر ۾ گند جا ڍير، ميونسپل انتظاميه خاموش. شهر ۾ گند جا ڍير، ميونسپل انتظاميه خاموش. شهر ۾ گند جا ڍير، ميونسپل انتظاميه خاموش. شهر ۾ گند جا ڍير، ميونسپل انتظاميه خاموش. شهر ۾ گند جا ڍير، ميونسپل انتظاميه خاموش. شهر ۾ گند جا ڍير، ميونسپل انتظاميه خاموش. شهر ۾ گند جا ڍير، ميونسپل انتظاميه خاموش. شهر ۾ گند جا ڍير، ميونسپل انتظاميه خاموش. xyxy=(414,1529,538,1676)
